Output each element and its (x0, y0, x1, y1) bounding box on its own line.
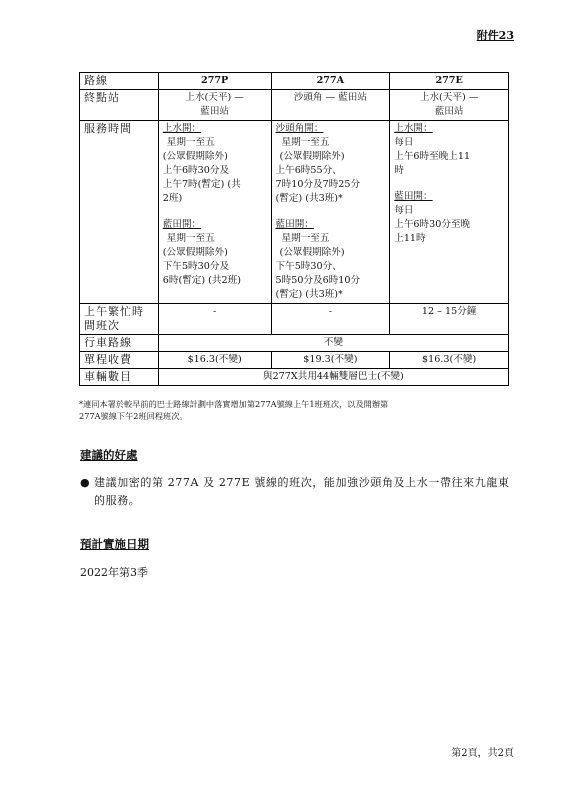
service-277a (271, 121, 390, 304)
service-line: (暫定) (共3班)* (275, 193, 343, 204)
termini-277a-line: 沙頭角 — 藍田站 (293, 92, 367, 103)
service-line: 星期一至五 (166, 233, 215, 244)
routing-row (80, 335, 509, 352)
schedule-heading: 預計實施日期 (80, 537, 149, 551)
service-line: 6時(暫定) (共2班) (162, 275, 241, 286)
service-277e (390, 121, 509, 304)
service-line: (公眾假期除外) (162, 247, 228, 258)
fleet-value: 與277X共用44輛雙層巴士(不變) (158, 369, 508, 386)
service-line: (公眾假期除外) (279, 247, 345, 258)
service-line: (公眾假期除外) (162, 151, 228, 162)
service-line: (暫定) (共3班)* (275, 289, 343, 300)
fleet-label: 車輛數目 (80, 369, 159, 386)
peak-label-line: 上午繁忙時 (84, 305, 144, 318)
service-line: 2班) (162, 193, 183, 204)
fare-277p: $16.3(不變) (158, 352, 271, 369)
table-header-row (80, 73, 509, 90)
termini-row (80, 90, 509, 121)
header-route-label: 路線 (80, 73, 159, 90)
footnote-line: *連同本署於較早前的巴士路線計劃中落實增加第277A號線上午1班班次，以及開辦第 (79, 399, 389, 409)
termini-277e-line: 藍田站 (434, 106, 464, 117)
header-277e: 277E (390, 73, 509, 90)
service-line: 7時10分及7時25分 (275, 179, 361, 190)
service-line: 上11時 (394, 233, 426, 244)
peak-277a: - (271, 304, 390, 335)
termini-277p-line: 上水(天平) — (185, 92, 244, 103)
header-277a: 277A (271, 73, 390, 90)
service-line: 每日 (394, 137, 414, 148)
termini-label: 終點站 (80, 90, 159, 121)
service-line: 上午6時至晚上11 (394, 151, 471, 162)
dep-title: 上水開： (394, 123, 433, 134)
annex-label: 附件23 (476, 29, 514, 42)
service-line: (公眾假期除外) (279, 151, 345, 162)
service-line: 上午7時(暫定) (共 (162, 179, 241, 190)
page-number: 第2頁，共2頁 (451, 748, 514, 759)
service-line: 5時50分及6時10分 (275, 275, 361, 286)
service-277p (158, 121, 271, 304)
dep-title: 沙頭角開： (275, 123, 324, 134)
fare-277a: $19.3(不變) (271, 352, 390, 369)
fare-row (80, 352, 509, 369)
termini-277a (271, 90, 390, 121)
peak-label-line: 間班次 (84, 319, 120, 332)
benefits-text: 建議加密的第 277A 及 277E 號線的班次，能加強沙頭角及上水一帶往來九龍東的服務。 (94, 476, 510, 507)
schedule-value: 2022年第3季 (80, 566, 148, 579)
peak-label (80, 304, 159, 335)
peak-row (80, 304, 509, 335)
service-label: 服務時間 (80, 121, 159, 304)
service-line: 上午6時30分至晚 (394, 219, 471, 230)
routing-value: 不變 (158, 335, 508, 352)
bullet-icon: ● (80, 476, 90, 489)
header-277p: 277P (158, 73, 271, 90)
service-line: 上午6時30分及 (162, 165, 230, 176)
dep-title: 上水開： (162, 123, 202, 134)
service-row (80, 121, 509, 304)
fleet-row (80, 369, 509, 386)
benefits-item (80, 474, 520, 510)
fare-277e: $16.3(不變) (390, 352, 509, 369)
service-line: 每日 (394, 205, 414, 216)
dep-title: 藍田開： (275, 219, 314, 230)
termini-277p-line: 藍田站 (200, 106, 230, 117)
dep-title: 藍田開： (162, 219, 202, 230)
dep-title: 藍田開： (394, 191, 433, 202)
service-line: 下午5時30分、 (275, 261, 342, 272)
benefits-heading: 建議的好處 (80, 448, 138, 462)
peak-277p: - (158, 304, 271, 335)
termini-277p (158, 90, 271, 121)
termini-277e-line: 上水(天平) — (419, 92, 479, 103)
peak-277e: 12 – 15分鐘 (390, 304, 509, 335)
fare-label: 單程收費 (80, 352, 159, 369)
service-line: 星期一至五 (281, 233, 330, 244)
routing-label: 行車路線 (80, 335, 159, 352)
footnote-line: 277A號線下午2班回程班次。 (79, 411, 188, 421)
service-line: 星期一至五 (281, 137, 330, 148)
service-line: 星期一至五 (166, 137, 215, 148)
service-line: 時 (394, 165, 404, 176)
service-line: 上午6時55分、 (275, 165, 342, 176)
route-table (79, 72, 509, 386)
termini-277e (390, 90, 509, 121)
table-footnote (79, 398, 519, 422)
service-line: 下午5時30分及 (162, 261, 230, 272)
